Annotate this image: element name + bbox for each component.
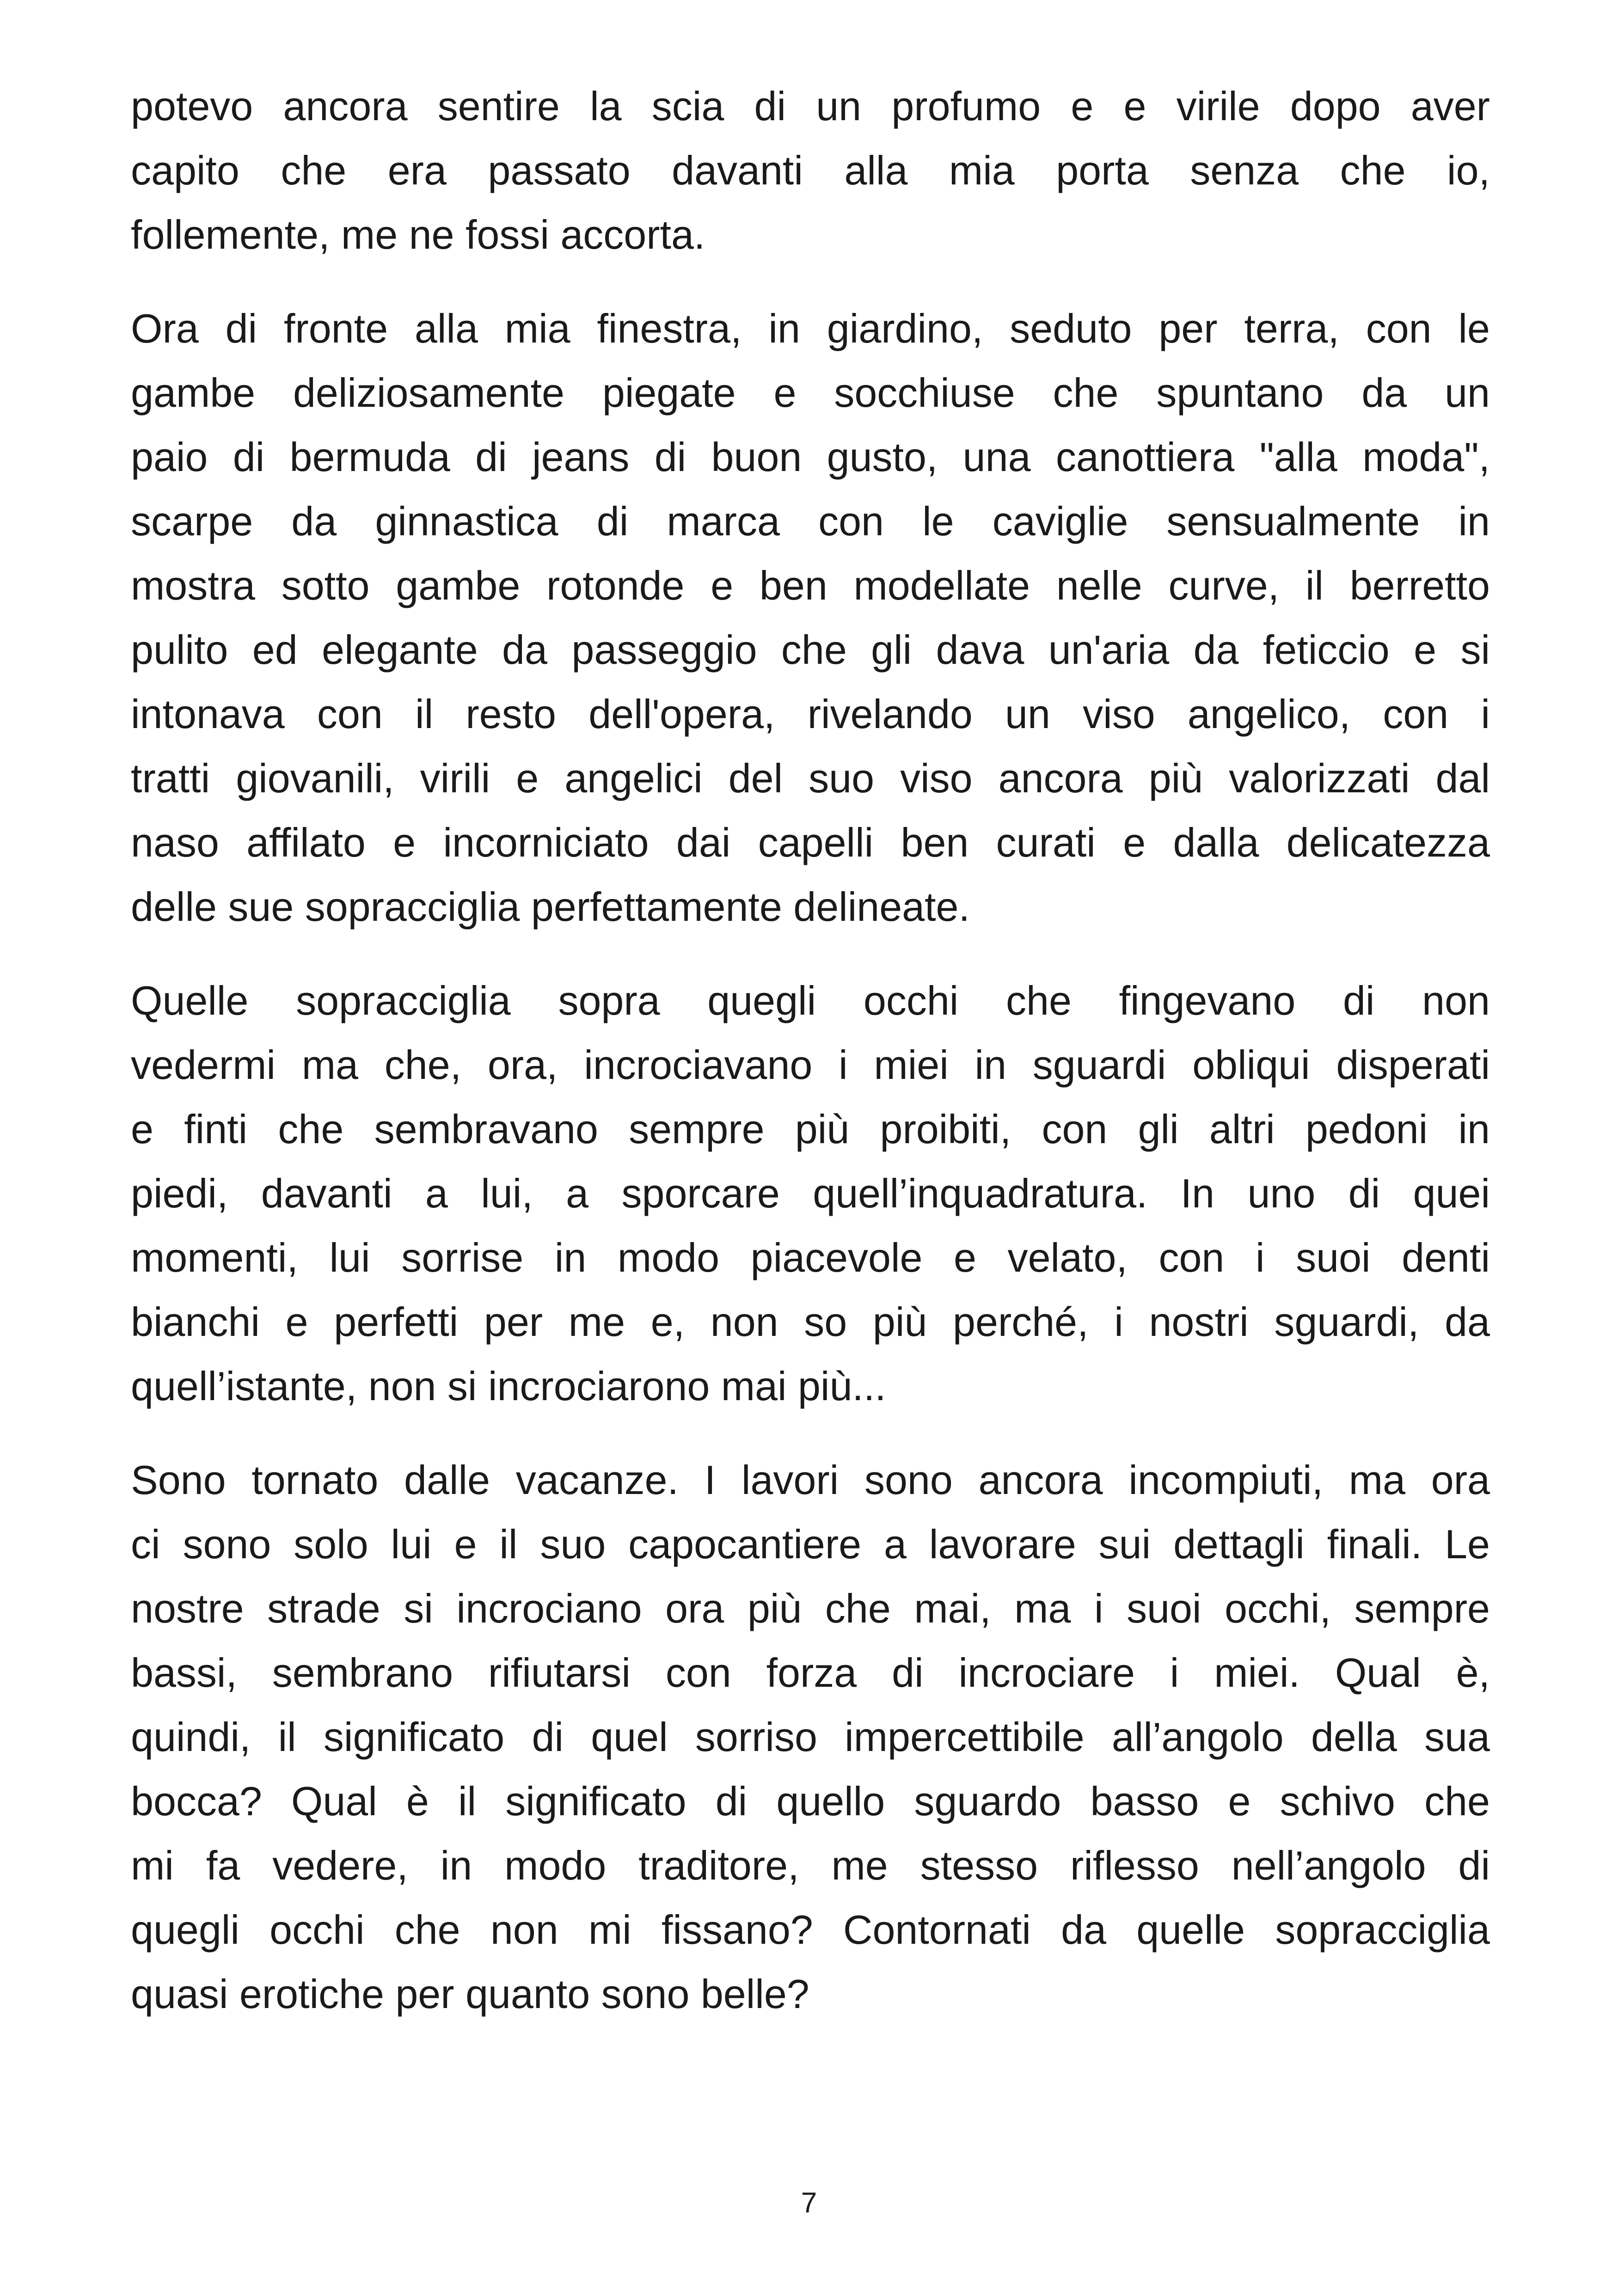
- text-line: potevo ancora sentire la scia di un profumo e e virile dopo aver: [131, 83, 1490, 129]
- paragraph-4: [131, 1448, 1490, 2026]
- text-line: vedermi ma che, ora, incrociavano i miei in sguardi obliqui disperati: [131, 1042, 1490, 1088]
- paragraph-3: [131, 968, 1490, 1418]
- text-line: follemente, me ne fossi accorta.: [131, 212, 705, 257]
- text-line: delle sue sopracciglia perfettamente delineate.: [131, 884, 970, 930]
- text-line: mostra sotto gambe rotonde e ben modellate nelle curve, il berretto: [131, 563, 1490, 608]
- text-line: bianchi e perfetti per me e, non so più perché, i nostri sguardi, da: [131, 1299, 1490, 1345]
- text-line: bassi, sembrano rifiutarsi con forza di incrociare i miei. Qual è,: [131, 1650, 1490, 1696]
- text-line: Sono tornato dalle vacanze. I lavori sono ancora incompiuti, ma ora: [131, 1457, 1490, 1503]
- text-line: Quelle sopracciglia sopra quegli occhi che fingevano di non: [131, 978, 1490, 1023]
- text-line: e finti che sembravano sempre più proibiti, con gli altri pedoni in: [131, 1106, 1490, 1152]
- text-line: pulito ed elegante da passeggio che gli dava un'aria da feticcio e si: [131, 627, 1490, 673]
- text-line: quindi, il significato di quel sorriso impercettibile all’angolo della sua: [131, 1714, 1490, 1760]
- text-line: capito che era passato davanti alla mia porta senza che io,: [131, 147, 1490, 193]
- text-line: mi fa vedere, in modo traditore, me stesso riflesso nell’angolo di: [131, 1843, 1490, 1888]
- text-line: intonava con il resto dell'opera, rivelando un viso angelico, con i: [131, 691, 1490, 737]
- page-number: 7: [801, 2187, 817, 2219]
- text-line: Ora di fronte alla mia finestra, in giardino, seduto per terra, con le: [131, 306, 1490, 351]
- text-line: scarpe da ginnastica di marca con le caviglie sensualmente in: [131, 498, 1490, 544]
- text-line: piedi, davanti a lui, a sporcare quell’inquadratura. In uno di quei: [131, 1170, 1490, 1216]
- text-line: naso affilato e incorniciato dai capelli ben curati e dalla delicatezza: [131, 820, 1490, 865]
- text-line: quegli occhi che non mi fissano? Contornati da quelle sopracciglia: [131, 1907, 1490, 1953]
- text-line: ci sono solo lui e il suo capocantiere a lavorare sui dettagli finali. Le: [131, 1521, 1490, 1567]
- text-line: tratti giovanili, virili e angelici del suo viso ancora più valorizzati dal: [131, 755, 1490, 801]
- paragraph-2: [131, 296, 1490, 939]
- text-line: momenti, lui sorrise in modo piacevole e velato, con i suoi denti: [131, 1235, 1490, 1280]
- text-line: gambe deliziosamente piegate e socchiuse che spuntano da un: [131, 370, 1490, 416]
- text-line: quell’istante, non si incrociarono mai più...: [131, 1363, 886, 1409]
- paragraph-1: [131, 74, 1490, 267]
- body-text: [131, 74, 1490, 2056]
- text-line: quasi erotiche per quanto sono belle?: [131, 1971, 809, 2017]
- text-line: nostre strade si incrociano ora più che mai, ma i suoi occhi, sempre: [131, 1586, 1490, 1631]
- text-line: bocca? Qual è il significato di quello sguardo basso e schivo che: [131, 1778, 1490, 1824]
- text-line: paio di bermuda di jeans di buon gusto, una canottiera "alla moda",: [131, 434, 1490, 480]
